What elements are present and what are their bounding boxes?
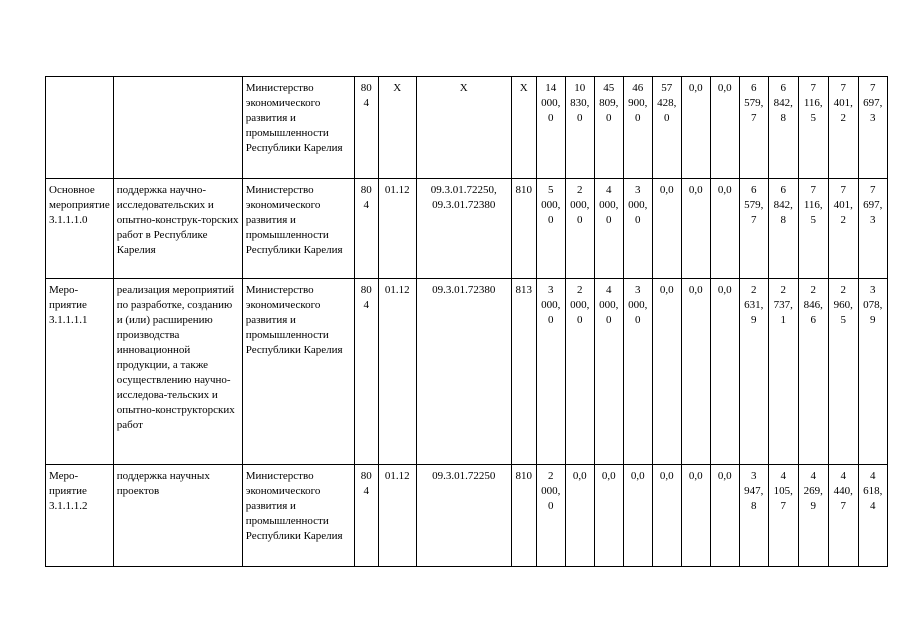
value-cell: 3 947, 8 <box>739 465 768 567</box>
vr-cell: 810 <box>511 465 536 567</box>
value-cell: 4 000, 0 <box>594 279 623 465</box>
status-cell <box>46 77 114 179</box>
value-cell: 10 830, 0 <box>565 77 594 179</box>
vr-cell: X <box>511 77 536 179</box>
value-cell: 0,0 <box>681 279 710 465</box>
executor-cell: Министерство экономического развития и промышленности Республики Карелия <box>242 465 354 567</box>
csr-cell: X <box>416 77 511 179</box>
status-cell: Меро-приятие 3.1.1.1.1 <box>46 279 114 465</box>
vr-cell: 810 <box>511 179 536 279</box>
grbs-cell: 80 4 <box>354 465 378 567</box>
value-cell: 6 842, 8 <box>768 179 798 279</box>
budget-table <box>45 76 888 567</box>
table-row <box>46 279 888 465</box>
value-cell: 0,0 <box>681 179 710 279</box>
rzpr-cell: 01.12 <box>378 465 416 567</box>
csr-cell: 09.3.01.72250 <box>416 465 511 567</box>
status-cell: Основное мероприятие 3.1.1.1.0 <box>46 179 114 279</box>
csr-cell: 09.3.01.72380 <box>416 279 511 465</box>
value-cell: 7 401, 2 <box>828 77 858 179</box>
value-cell: 0,0 <box>681 465 710 567</box>
name-cell: поддержка научных проектов <box>113 465 242 567</box>
table-row <box>46 179 888 279</box>
value-cell: 2 000, 0 <box>536 465 565 567</box>
value-cell: 2 631, 9 <box>739 279 768 465</box>
value-cell: 0,0 <box>681 77 710 179</box>
value-cell: 3 000, 0 <box>536 279 565 465</box>
status-cell: Меро-приятие 3.1.1.1.2 <box>46 465 114 567</box>
grbs-cell: 80 4 <box>354 77 378 179</box>
value-cell: 4 440, 7 <box>828 465 858 567</box>
executor-cell: Министерство экономического развития и промышленности Республики Карелия <box>242 179 354 279</box>
value-cell: 6 842, 8 <box>768 77 798 179</box>
value-cell: 4 269, 9 <box>798 465 828 567</box>
value-cell: 7 116, 5 <box>798 77 828 179</box>
value-cell: 6 579, 7 <box>739 179 768 279</box>
grbs-cell: 80 4 <box>354 179 378 279</box>
value-cell: 7 697, 3 <box>858 77 887 179</box>
value-cell: 4 618, 4 <box>858 465 887 567</box>
value-cell: 45 809, 0 <box>594 77 623 179</box>
rzpr-cell: 01.12 <box>378 279 416 465</box>
value-cell: 7 116, 5 <box>798 179 828 279</box>
value-cell: 7 401, 2 <box>828 179 858 279</box>
value-cell: 5 000, 0 <box>536 179 565 279</box>
grbs-cell: 80 4 <box>354 279 378 465</box>
value-cell: 3 000, 0 <box>623 179 652 279</box>
value-cell: 2 846, 6 <box>798 279 828 465</box>
value-cell: 0,0 <box>710 279 739 465</box>
table-row <box>46 77 888 179</box>
table-row <box>46 465 888 567</box>
value-cell: 0,0 <box>594 465 623 567</box>
value-cell: 57 428, 0 <box>652 77 681 179</box>
value-cell: 2 000, 0 <box>565 179 594 279</box>
value-cell: 14 000, 0 <box>536 77 565 179</box>
executor-cell: Министерство экономического развития и промышленности Республики Карелия <box>242 77 354 179</box>
value-cell: 4 000, 0 <box>594 179 623 279</box>
value-cell: 0,0 <box>623 465 652 567</box>
value-cell: 3 078, 9 <box>858 279 887 465</box>
value-cell: 0,0 <box>652 179 681 279</box>
value-cell: 6 579, 7 <box>739 77 768 179</box>
value-cell: 2 737, 1 <box>768 279 798 465</box>
value-cell: 0,0 <box>652 465 681 567</box>
csr-cell: 09.3.01.72250, 09.3.01.72380 <box>416 179 511 279</box>
value-cell: 7 697, 3 <box>858 179 887 279</box>
vr-cell: 813 <box>511 279 536 465</box>
name-cell: реализация мероприятий по разработке, созданию и (или) расширению производства инновационной продукции, а также осуществлению научно-исследова-тельских и опытно-конструкторских работ <box>113 279 242 465</box>
value-cell: 2 000, 0 <box>565 279 594 465</box>
name-cell <box>113 77 242 179</box>
value-cell: 3 000, 0 <box>623 279 652 465</box>
value-cell: 4 105, 7 <box>768 465 798 567</box>
value-cell: 0,0 <box>710 77 739 179</box>
rzpr-cell: 01.12 <box>378 179 416 279</box>
value-cell: 46 900, 0 <box>623 77 652 179</box>
value-cell: 0,0 <box>710 465 739 567</box>
executor-cell: Министерство экономического развития и промышленности Республики Карелия <box>242 279 354 465</box>
name-cell: поддержка научно-исследовательских и опытно-конструк-торских работ в Республике Карелия <box>113 179 242 279</box>
value-cell: 0,0 <box>710 179 739 279</box>
rzpr-cell: X <box>378 77 416 179</box>
value-cell: 2 960, 5 <box>828 279 858 465</box>
value-cell: 0,0 <box>652 279 681 465</box>
value-cell: 0,0 <box>565 465 594 567</box>
